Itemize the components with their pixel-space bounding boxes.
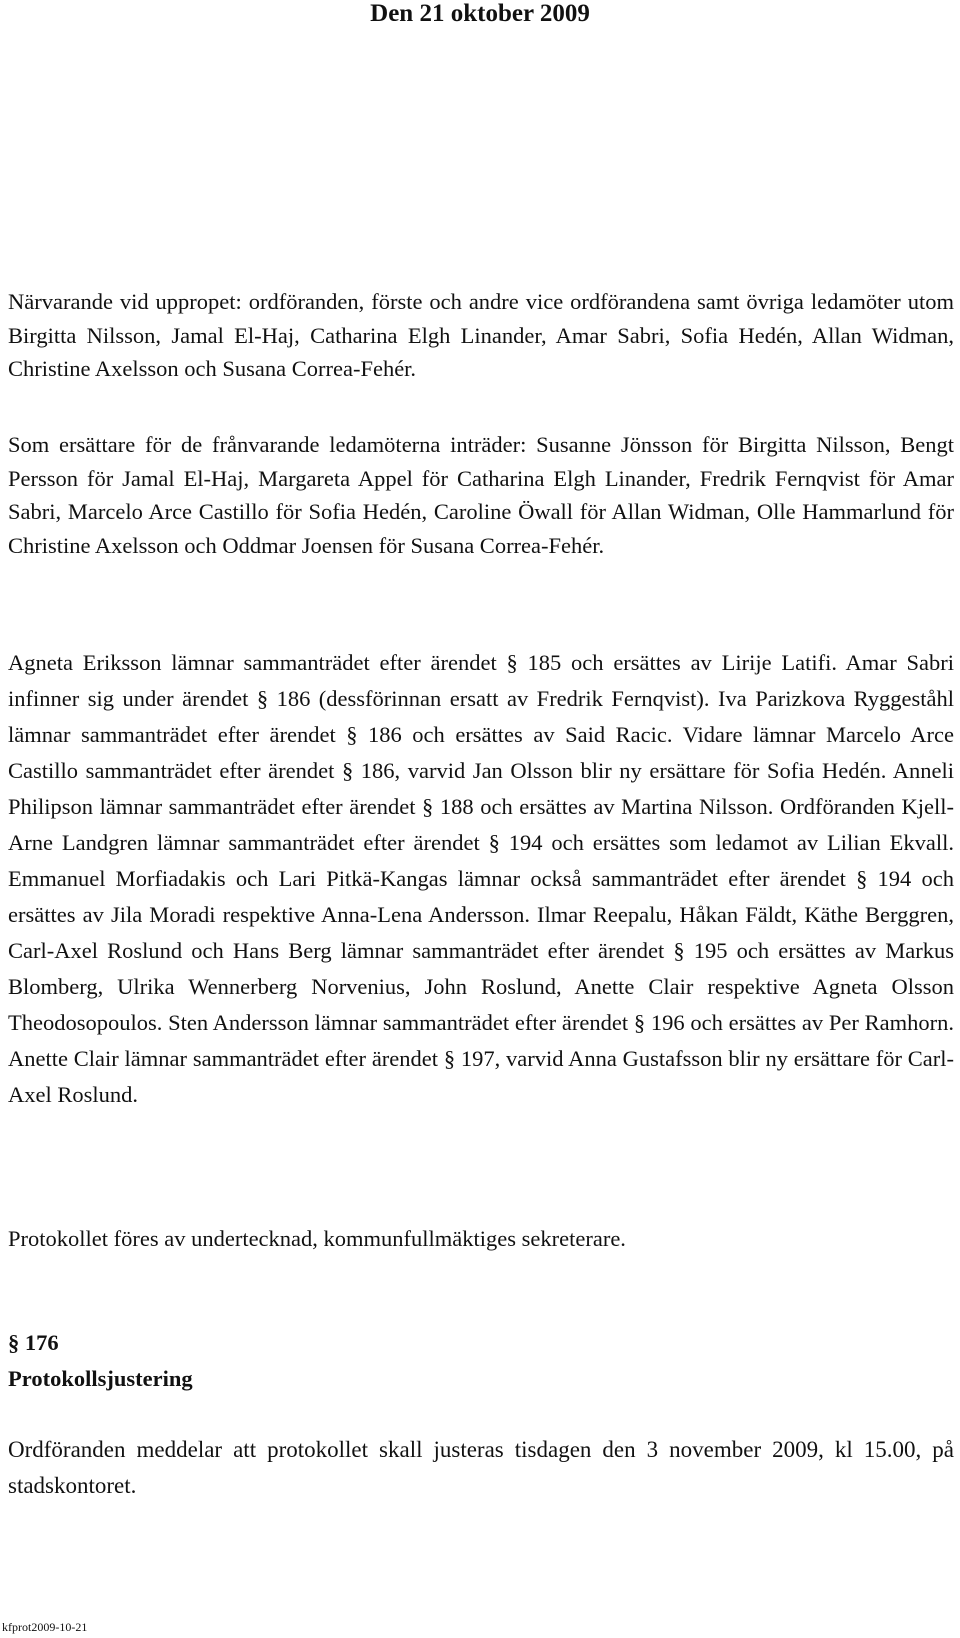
- departures-paragraph: Agneta Eriksson lämnar sammanträdet efter ärendet § 185 och ersättes av Lirije Latifi. Amar Sabri infinner sig under ärendet § 186 (dessförinnan ersatt av Fredrik Fernqvist). Iva Parizkova Ryggeståhl lämnar sammanträdet efter ärendet § 186 och ersättes av Said Racic. Vidare lämnar Marcelo Arce Castillo sammanträdet efter ärendet § 186, varvid Jan Olsson blir ny ersättare för Sofia Hedén. Anneli Philipson lämnar sammanträdet efter ärendet § 188 och ersättes av Martina Nilsson. Ordföranden Kjell-Arne Landgren lämnar sammanträdet efter ärendet § 194 och ersättes som ledamot av Lilian Ekvall. Emmanuel Morfiadakis och Lari Pitkä-Kangas lämnar också sammanträdet efter ärendet § 194 och ersättes av Jila Moradi respektive Anna-Lena Andersson. Ilmar Reepalu, Håkan Fäldt, Käthe Berggren, Carl-Axel Roslund och Hans Berg lämnar sammanträdet efter ärendet § 195 och ersättes av Markus Blomberg, Ulrika Wennerberg Norvenius, John Roslund, Anette Clair respektive Agneta Olsson Theodosopoulos. Sten Andersson lämnar sammanträdet efter ärendet § 196 och ersättes av Per Ramhorn. Anette Clair lämnar sammanträdet efter ärendet § 197, varvid Anna Gustafsson blir ny ersättare för Carl-Axel Roslund.: [8, 650, 954, 1107]
- section-number: § 176: [8, 1330, 59, 1355]
- section-body: Ordföranden meddelar att protokollet skall justeras tisdagen den 3 november 2009, kl 15.00, på stadskontoret.: [8, 1437, 954, 1498]
- secretary-paragraph: Protokollet föres av undertecknad, kommunfullmäktiges sekreterare.: [8, 1226, 626, 1251]
- section-title: Protokollsjustering: [8, 1366, 193, 1391]
- substitutes-paragraph: Som ersättare för de frånvarande ledamöterna inträder: Susanne Jönsson för Birgitta Nilsson, Bengt Persson för Jamal El-Haj, Margareta Appel för Catharina Elgh Linander, Fredrik Fernqvist för Amar Sabri, Marcelo Arce Castillo för Sofia Hedén, Caroline Öwall för Allan Widman, Olle Hammarlund för Christine Axelsson och Oddmar Joensen för Susana Correa-Fehér.: [8, 432, 954, 558]
- page-header-date: Den 21 oktober 2009: [370, 0, 590, 27]
- attendance-paragraph: Närvarande vid uppropet: ordföranden, förste och andre vice ordförandena samt övriga ledamöter utom Birgitta Nilsson, Jamal El-Haj, Catharina Elgh Linander, Amar Sabri, Sofia Hedén, Allan Widman, Christine Axelsson och Susana Correa-Fehér.: [8, 289, 954, 381]
- page-footer: kfprot2009-10-21: [2, 1620, 88, 1634]
